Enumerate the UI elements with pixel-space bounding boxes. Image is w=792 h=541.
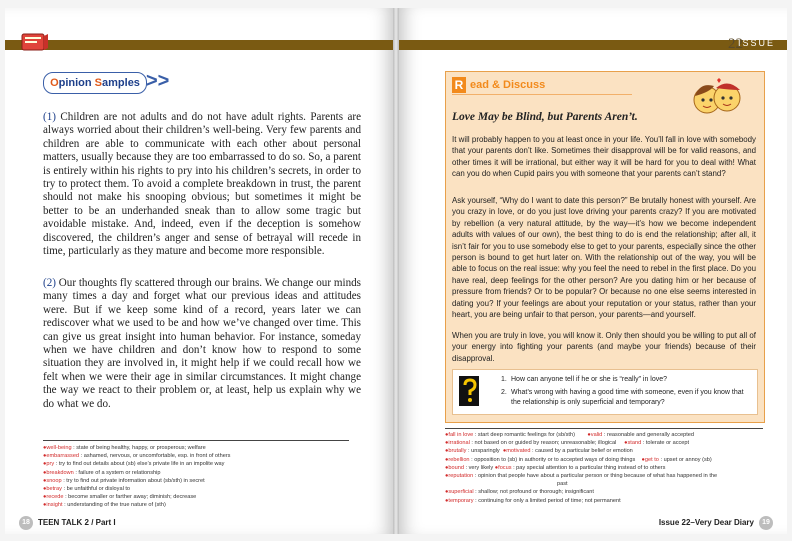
double-chevron-icon: >>: [146, 70, 170, 92]
header-bar-left: [5, 40, 393, 50]
glossary-line: ●brutally : unsparingly ●motivated : caused by a particular belief or emotion: [445, 448, 633, 455]
issue-number: 22: [728, 36, 743, 52]
glossary-entry: ●pry : try to find out details about (sb) else’s private life in an impolite way: [43, 461, 225, 468]
paragraph-text: Children are not adults and do not have adult rights. Parents are always worried about their children’s well-being. Very few parents and children are able to communicate with each other about personal matters, usually because they are too embarrassed to do so. So, a parent is entirely within his rights to pry into his children’s secrets, in order to try to protect them. To avoid a complete breakdown in trust, the parent should not make his snooping obvious; but sometimes it might be better to be an underhanded sneak than to allow some tragic but avoidable mistake. And, indeed, even if the deception is somehow discovered, the children’s anger and sense of betrayal will recede in time, particularly as they mature and become more responsible.: [43, 111, 361, 258]
glossary-entry: ●well-being : state of being healthy, happy, or prosperous; welfare: [43, 445, 206, 451]
glossary-entry: ●breakdown : failure of a system or relationship: [43, 469, 161, 476]
title-underline: [452, 94, 632, 95]
glossary-left: [43, 444, 363, 510]
glossary-line: ●reputation : opinion that people have about a particular person or thing because of what has happened in the: [445, 473, 718, 480]
glossary-divider: [43, 440, 349, 441]
page-number-19: 19: [759, 516, 773, 530]
glossary-entry: ●insight : understanding of the true nature of (sth): [43, 502, 166, 509]
article-paragraph-2: Ask yourself, “Why do I want to date this person?” Be brutally honest with yourself. Are you crazy in love, or do you just love driving your parents crazy? If you are motivated by rebellion (a very natural attitude, by the way—it’s how we become independent adults with values of our own), the best thing to do is end the relationship; after all, it isn’t fair for you to use somebody else to get to your parents, especially since the other person is bound to get hurt later on. With the relationship out of the way, you will be able to focus on the real issue: why you feel the need to rebel in the first place. Do you have real, deep feelings for the other person? Are you dating him or her because of pressure from friends? Or to be popular? Or because no one else seems interested in dating you? If your feelings are about your reputation or your status, rather than your heart, you are being unfair to that person, your parents—and yourself.: [452, 196, 756, 320]
opinion-paragraph-1: [43, 111, 361, 258]
section-title-read-discuss: ead & Discuss: [470, 79, 546, 91]
section-letter-block: R: [452, 77, 466, 93]
footer-title: Issue 22–Very Dear Diary: [658, 518, 754, 528]
glossary-line: ●superficial : shallow; not profound or thorough; insignificant: [445, 489, 594, 496]
glossary-line: ●temporary : continuing for only a limited period of time; not permanent: [445, 497, 621, 504]
issue-label: ISSUE: [737, 38, 775, 48]
glossary-line: past: [557, 481, 568, 488]
paragraph-number: (1): [43, 111, 56, 123]
question-item: 2. What’s wrong with having a good time with someone, even if you know that the relationship is only superficial and temporary?: [501, 389, 744, 406]
footer-right: [659, 516, 773, 530]
question-mark-icon: [459, 376, 479, 406]
section-title-opinion-samples: Opinion Samples: [43, 72, 147, 94]
left-page: [5, 8, 393, 534]
glossary-divider: [445, 428, 763, 429]
opinion-paragraph-2: [43, 277, 361, 411]
glossary-entry: ●betray : be unfaithful or disloyal to: [43, 486, 131, 493]
glossary-entry: ●embarrassed : ashamed, nervous, or uncomfortable, esp. in front of others: [43, 453, 231, 460]
glossary-line: ●fall in love : start deep romantic feelings for (sb/sth) ●valid : reasonable and generally accepted: [445, 432, 695, 438]
glossary-entry: ●recede : become smaller or farther away; diminish; decrease: [43, 494, 197, 501]
glossary-line: ●bound : very likely ●focus : pay special attention to a particular thing instead of to others: [445, 464, 666, 471]
discussion-questions-box: [452, 369, 758, 415]
right-page: [399, 8, 787, 534]
read-discuss-box: [445, 71, 765, 423]
article-title: Love May be Blind, but Parents Aren’t.: [452, 111, 638, 123]
article-paragraph-3: When you are truly in love, you will know it. Only then should you be willing to put all of your energy into fighting your parents (and maybe your friends) because of their disapproval.: [452, 331, 756, 363]
page-number-18: 18: [19, 516, 33, 530]
paragraph-text: Our thoughts fly scattered through our brains. We change our minds many times a day and forget what our previous ideas and attitudes were. But if we keep some kind of a record, years later we can rediscover what we used to be and how we’ve changed over time. This can give us great insight into human behavior. For instance, someday when we have children and don’t know how to respond to some situation they are involved in, it might help if we could recall how we felt when we were their age in similar circumstances. It might change the way we react to their problem or, at least, help us explain why we do what we do.: [43, 277, 361, 410]
question-list: [501, 375, 753, 408]
couple-faces-illustration: [690, 76, 744, 116]
paragraph-number: (2): [43, 277, 56, 289]
footer-title: TEEN TALK 2 / Part I: [38, 518, 116, 528]
question-item: 1. How can anyone tell if he or she is “really” in love?: [501, 376, 668, 383]
article-paragraph-1: It will probably happen to you at least once in your life. You’ll fall in love with somebody that your parents don’t like. Sometimes their disapproval will be for valid reasons, and other times it will be irrational, but either way it will be hard for you to deal with! What can you do when Cupid pairs you with someone that your parents can’t stand?: [452, 135, 756, 179]
glossary-line: ●irrational : not based on or guided by reason; unreasonable; illogical ●stand : tolerate or accept: [445, 440, 690, 447]
footer-left: [19, 516, 116, 530]
glossary-entry: ●snoop : try to find out private information about (sb/sth) in secret: [43, 477, 205, 484]
glossary-line: ●rebellion : opposition to (sb) in authority or to accepted ways of doing things ●get to : upset or annoy (sb): [445, 456, 712, 463]
book-icon: [19, 30, 49, 54]
glossary-right: [445, 431, 765, 505]
